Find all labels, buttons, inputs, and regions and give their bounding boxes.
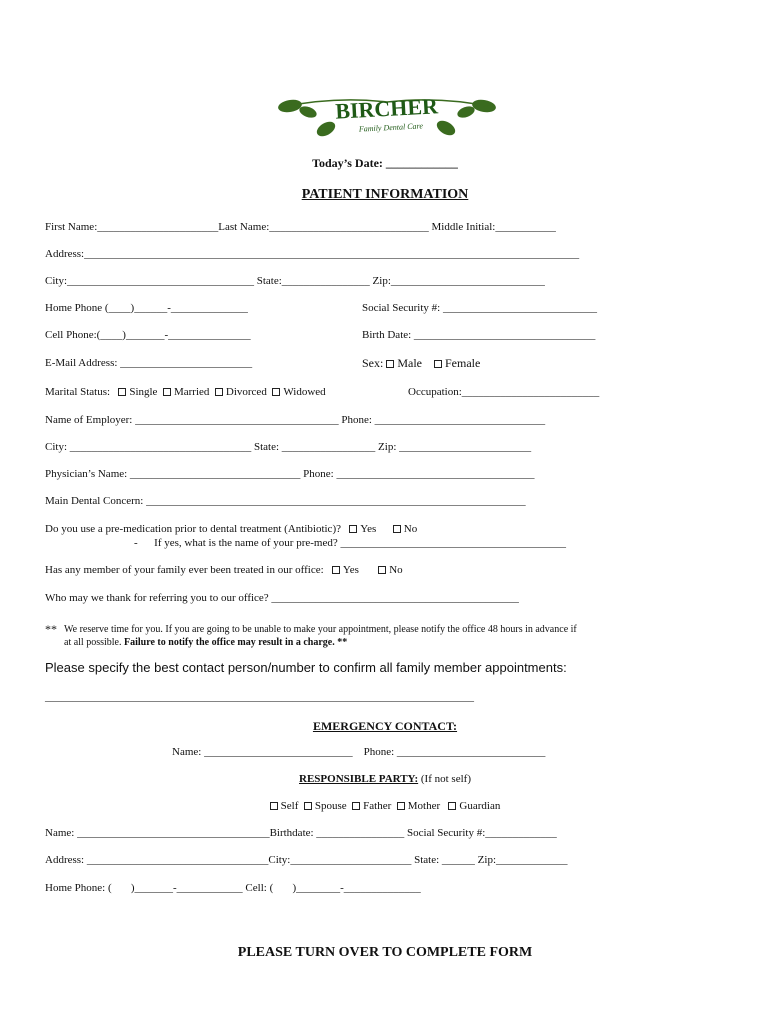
responsible-address-field[interactable]: Address: _________________________________City:______________________ State: ______ Zip:_____________	[45, 854, 568, 866]
birth-date-field[interactable]: Birth Date: _________________________________	[362, 329, 596, 341]
physician-field[interactable]: Physician’s Name: _______________________________ Phone: ____________________________________	[45, 468, 535, 480]
emergency-contact-title: EMERGENCY CONTACT:	[312, 719, 458, 733]
option-family-no: No	[389, 564, 403, 576]
family-question-text: Has any member of your family ever been treated in our office:	[45, 564, 324, 576]
checkbox-family-yes[interactable]	[332, 566, 340, 574]
city-state-zip-field[interactable]: City:__________________________________ State:________________ Zip:____________________________	[45, 275, 545, 287]
option-self: Self	[280, 800, 299, 812]
bircher-logo	[276, 92, 498, 142]
checkbox-self[interactable]	[270, 802, 278, 810]
option-widowed: Widowed	[283, 386, 326, 398]
marital-label: Marital Status:	[45, 386, 111, 398]
option-single: Single	[129, 386, 158, 398]
occupation-field[interactable]: Occupation:_________________________	[408, 386, 600, 398]
notice-line-1: We reserve time for you. If you are going to be unable to make your appointment, please notify the office 48 hours in advance if	[64, 624, 577, 635]
email-field[interactable]: E-Mail Address: ________________________	[45, 357, 253, 369]
notice-line-2-text: at all possible.	[64, 637, 122, 648]
checkbox-guardian[interactable]	[448, 802, 456, 810]
todays-date-field[interactable]: Today’s Date: ____________	[312, 156, 458, 170]
checkbox-premed-yes[interactable]	[349, 525, 357, 533]
checkbox-single[interactable]	[118, 388, 126, 396]
page-title: PATIENT INFORMATION	[301, 187, 469, 202]
emergency-contact-fields[interactable]: Name: ___________________________ Phone: ___________________________	[172, 746, 546, 758]
checkbox-mother[interactable]	[397, 802, 405, 810]
home-phone-field[interactable]: Home Phone (____)______-______________	[45, 302, 248, 314]
employer-field[interactable]: Name of Employer: _____________________________________ Phone: _______________________________	[45, 414, 546, 426]
checkbox-spouse[interactable]	[304, 802, 312, 810]
option-father: Father	[363, 800, 392, 812]
option-divorced: Divorced	[225, 386, 267, 398]
cell-phone-field[interactable]: Cell Phone:(____)_______-_______________	[45, 329, 251, 341]
notice-stars: **	[45, 622, 57, 636]
referral-field[interactable]: Who may we thank for referring you to our office? _____________________________________________	[45, 592, 519, 604]
premed-question	[45, 524, 417, 535]
premed-question-text: Do you use a pre-medication prior to dental treatment (Antibiotic)?	[45, 523, 341, 535]
ssn-field[interactable]: Social Security #: ____________________________	[362, 302, 597, 314]
notice-warning: Failure to notify the office may result in a charge. **	[124, 637, 348, 648]
checkbox-married[interactable]	[163, 388, 171, 396]
contact-preference-field[interactable]: ______________________________________________________________________________	[45, 691, 474, 703]
family-treated-question	[45, 565, 403, 576]
contact-preference-question: Please specify the best contact person/number to confirm all family member appointments:	[45, 660, 567, 675]
option-premed-yes: Yes	[360, 523, 377, 535]
logo-name: BIRCHER	[334, 93, 439, 124]
responsible-party-heading	[0, 774, 770, 785]
logo-tagline: Family Dental Care	[358, 121, 424, 134]
option-mother: Mother	[407, 800, 441, 812]
option-guardian: Guardian	[459, 800, 501, 812]
checkbox-male[interactable]	[386, 360, 394, 368]
responsible-phone-field[interactable]: Home Phone: ( )_______-____________ Cell: ( )________-______________	[45, 882, 421, 894]
dental-concern-field[interactable]: Main Dental Concern: _____________________________________________________________________	[45, 495, 526, 507]
notice-line-2	[64, 638, 347, 648]
checkbox-family-no[interactable]	[378, 566, 386, 574]
turn-over-notice: PLEASE TURN OVER TO COMPLETE FORM	[237, 945, 533, 960]
employer-city-field[interactable]: City: _________________________________ State: _________________ Zip: ________________________	[45, 441, 532, 453]
option-family-yes: Yes	[342, 564, 359, 576]
responsible-party-note: (If not self)	[418, 773, 471, 785]
address-field[interactable]: Address:__________________________________________________________________________________________	[45, 248, 580, 260]
sex-group	[362, 357, 480, 369]
checkbox-premed-no[interactable]	[393, 525, 401, 533]
option-spouse: Spouse	[314, 800, 347, 812]
checkbox-widowed[interactable]	[272, 388, 280, 396]
responsible-party-title: RESPONSIBLE PARTY:	[299, 773, 419, 785]
checkbox-father[interactable]	[352, 802, 360, 810]
option-premed-no: No	[403, 523, 418, 535]
option-male: Male	[397, 356, 422, 370]
checkbox-divorced[interactable]	[215, 388, 223, 396]
option-married: Married	[173, 386, 210, 398]
option-female: Female	[445, 356, 481, 370]
premed-name-field[interactable]: - If yes, what is the name of your pre-med? _________________________________________	[134, 537, 566, 549]
sex-label: Sex:	[362, 356, 384, 370]
checkbox-female[interactable]	[434, 360, 442, 368]
relationship-group	[0, 801, 770, 812]
responsible-name-field[interactable]: Name: ___________________________________Birthdate: ________________ Social Security #:_____________	[45, 827, 557, 839]
name-fields[interactable]: First Name:______________________Last Name:_____________________________ Middle Initial:___________	[45, 221, 556, 233]
marital-status-group	[45, 387, 326, 398]
